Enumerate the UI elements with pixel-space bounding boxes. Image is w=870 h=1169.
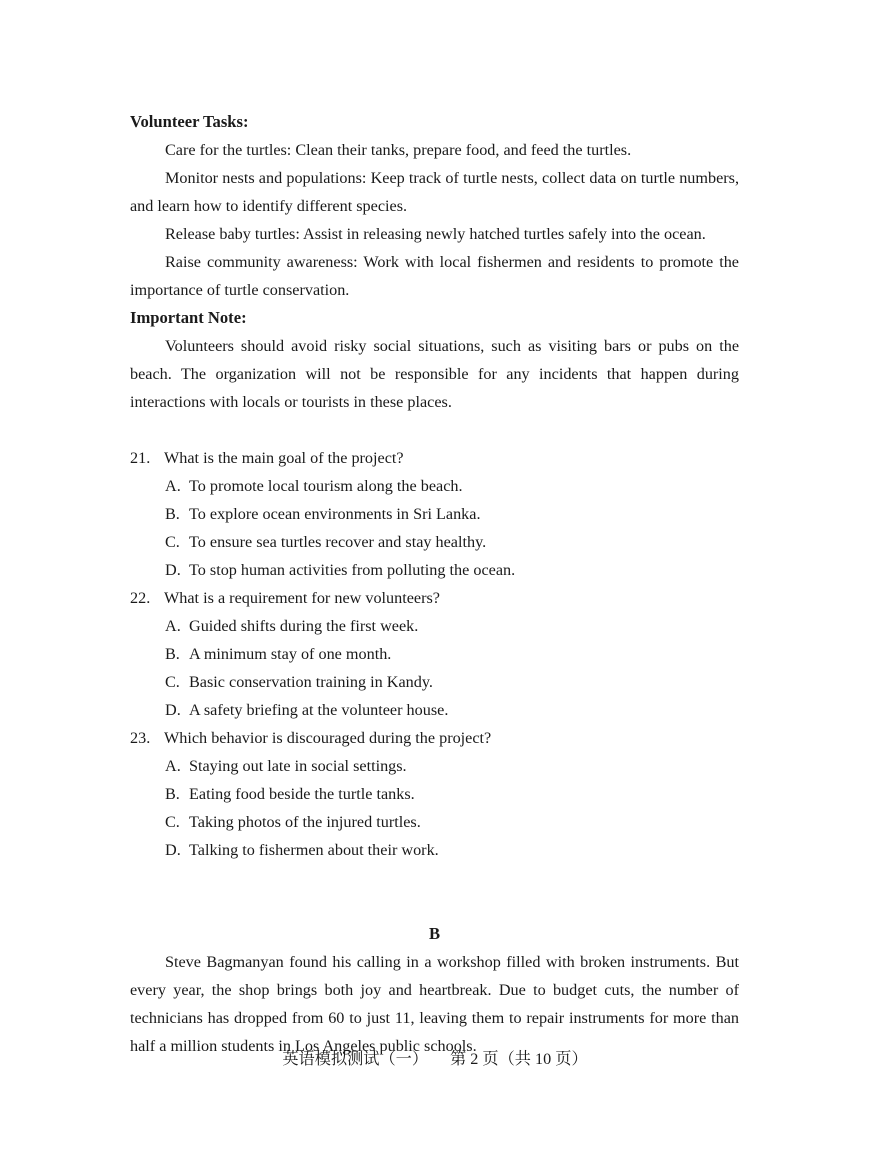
task-item-awareness bbox=[130, 248, 739, 304]
option-23-c bbox=[130, 808, 739, 836]
task-item-release bbox=[130, 220, 739, 248]
option-letter: C. bbox=[165, 533, 180, 551]
option-text: A safety briefing at the volunteer house. bbox=[189, 701, 449, 719]
spacer bbox=[130, 864, 739, 892]
question-22 bbox=[130, 584, 739, 612]
page-content bbox=[130, 108, 739, 1060]
option-text: Staying out late in social settings. bbox=[189, 757, 407, 775]
option-23-d bbox=[130, 836, 739, 864]
option-letter: A. bbox=[165, 757, 181, 775]
question-text: What is a requirement for new volunteers? bbox=[164, 589, 440, 607]
option-letter: D. bbox=[165, 841, 181, 859]
section-b-paragraph: Steve Bagmanyan found his calling in a workshop filled with broken instruments. But every year, the shop brings both joy and heartbreak. Due to budget cuts, the number of technicians has dropped from 60 to just 11, leaving them to repair instruments for more than half a million students in Los Angeles public schools. bbox=[130, 953, 739, 1055]
option-letter: C. bbox=[165, 813, 180, 831]
spacer bbox=[130, 892, 739, 920]
option-21-d bbox=[130, 556, 739, 584]
option-letter: B. bbox=[165, 785, 180, 803]
option-23-a bbox=[130, 752, 739, 780]
option-letter: C. bbox=[165, 673, 180, 691]
footer-test-name: 英语模拟测试（一） bbox=[282, 1050, 429, 1068]
question-23 bbox=[130, 724, 739, 752]
task-item-monitor bbox=[130, 164, 739, 220]
page-footer bbox=[0, 1045, 870, 1073]
important-note-heading: Important Note: bbox=[130, 308, 247, 327]
important-note-text: Volunteers should avoid risky social situations, such as visiting bars or pubs on the beach. The organization will not be responsible for any incidents that happen during interactions with locals or tourists in these places. bbox=[130, 337, 739, 411]
option-text: Taking photos of the injured turtles. bbox=[189, 813, 421, 831]
option-22-d bbox=[130, 696, 739, 724]
option-text: To ensure sea turtles recover and stay healthy. bbox=[189, 533, 487, 551]
section-letter: B bbox=[428, 924, 441, 943]
option-22-b bbox=[130, 640, 739, 668]
option-letter: A. bbox=[165, 477, 181, 495]
option-21-c bbox=[130, 528, 739, 556]
question-number: 21. bbox=[130, 449, 151, 467]
question-text: What is the main goal of the project? bbox=[164, 449, 404, 467]
option-22-a bbox=[130, 612, 739, 640]
option-21-a bbox=[130, 472, 739, 500]
option-letter: D. bbox=[165, 701, 181, 719]
option-letter: B. bbox=[165, 505, 180, 523]
option-text: Basic conservation training in Kandy. bbox=[189, 673, 433, 691]
footer-page-info: 第 2 页（共 10 页） bbox=[450, 1050, 588, 1068]
question-number: 23. bbox=[130, 729, 151, 747]
task-text: Clean their tanks, prepare food, and feed the turtles. bbox=[291, 141, 632, 159]
volunteer-tasks-heading: Volunteer Tasks: bbox=[130, 112, 249, 131]
task-item-care bbox=[130, 136, 739, 164]
section-b-header bbox=[130, 920, 739, 948]
option-text: A minimum stay of one month. bbox=[189, 645, 392, 663]
option-letter: B. bbox=[165, 645, 180, 663]
option-letter: A. bbox=[165, 617, 181, 635]
option-21-b bbox=[130, 500, 739, 528]
task-text: Work with local fishermen and residents to promote the importance of turtle conservation. bbox=[130, 253, 739, 299]
task-label: Monitor nests and populations: bbox=[165, 169, 367, 187]
option-text: Talking to fishermen about their work. bbox=[189, 841, 439, 859]
task-label: Raise community awareness: bbox=[165, 253, 358, 271]
option-letter: D. bbox=[165, 561, 181, 579]
option-text: To promote local tourism along the beach. bbox=[189, 477, 463, 495]
option-text: Guided shifts during the first week. bbox=[189, 617, 419, 635]
question-number: 22. bbox=[130, 589, 151, 607]
task-text: Keep track of turtle nests, collect data on turtle numbers, and learn how to identify different species. bbox=[130, 169, 739, 215]
question-text: Which behavior is discouraged during the project? bbox=[164, 729, 492, 747]
option-22-c bbox=[130, 668, 739, 696]
option-text: To explore ocean environments in Sri Lanka. bbox=[189, 505, 481, 523]
task-text: Assist in releasing newly hatched turtles safely into the ocean. bbox=[299, 225, 706, 243]
option-23-b bbox=[130, 780, 739, 808]
spacer bbox=[130, 416, 739, 444]
question-21 bbox=[130, 444, 739, 472]
option-text: To stop human activities from polluting the ocean. bbox=[189, 561, 516, 579]
task-label: Release baby turtles: bbox=[165, 225, 300, 243]
task-label: Care for the turtles: bbox=[165, 141, 292, 159]
option-text: Eating food beside the turtle tanks. bbox=[189, 785, 415, 803]
